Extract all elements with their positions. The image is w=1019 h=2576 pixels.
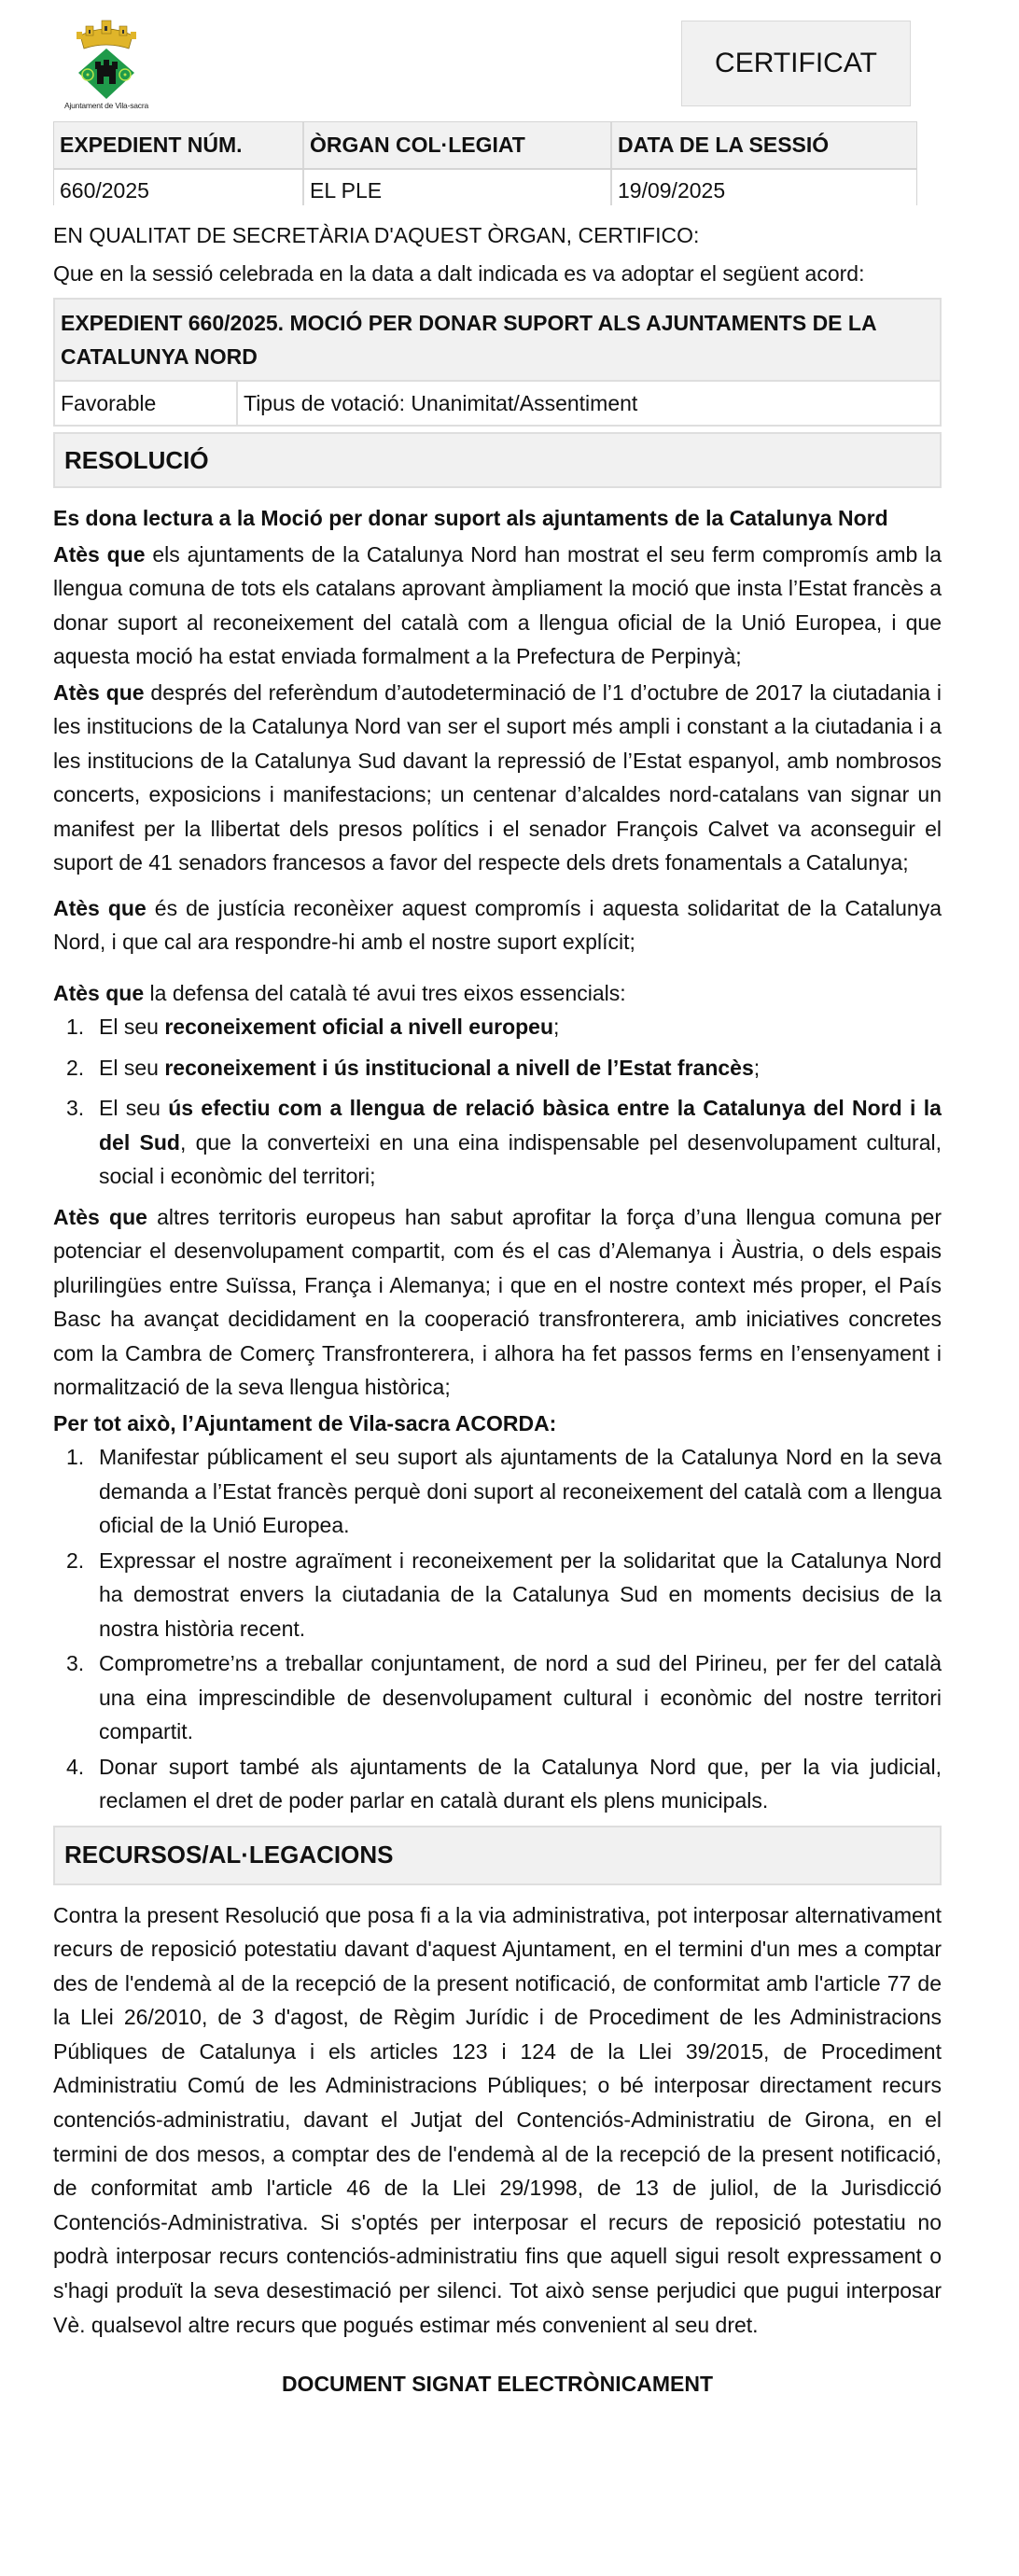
whereas-text: és de justícia reconèixer aquest compromís i aquesta solidaritat de la Catalunya Nord, i que cal ara respondre-hi amb el nostre suport explícit; <box>53 895 942 954</box>
list-text-bold: ús efectiu com a llengua de relació bàsica entre la Catalunya del Nord i la del Sud <box>99 1096 942 1155</box>
list-number: 2. <box>66 1055 85 1080</box>
whereas-paragraph <box>53 676 942 880</box>
list-item <box>53 1010 942 1044</box>
list-text: El seu <box>99 1015 165 1039</box>
certifying-statement: EN QUALITAT DE SECRETÀRIA D'AQUEST ÒRGAN, CERTIFICO: <box>53 223 700 247</box>
list-text: Donar suport també als ajuntaments de la Catalunya Nord que, per la via judicial, reclamen el dret de poder parlar en català durant els plens municipals. <box>99 1754 942 1813</box>
header-session-date: DATA DE LA SESSIÓ <box>618 133 830 157</box>
electronic-signature-notice: DOCUMENT SIGNAT ELECTRÒNICAMENT <box>281 2372 714 2397</box>
list-item <box>53 1440 942 1543</box>
list-item <box>53 1750 942 1818</box>
list-text: ; <box>753 1055 761 1080</box>
certificate-label: CERTIFICAT <box>681 21 911 106</box>
agreement-intro: Que en la sessió celebrada en la data a dalt indicada es va adoptar el següent acord: <box>53 260 865 286</box>
list-text: , que la converteixi en una eina indispensable pel desenvolupament cultural, social i econòmic del territori; <box>99 1129 942 1188</box>
agrees-heading-text: Per tot això, l’Ajuntament de Vila-sacra ACORDA: <box>53 1410 557 1435</box>
resolution-lead: Es dona lectura a la Moció per donar suport als ajuntaments de la Catalunya Nord <box>53 506 888 530</box>
list-number: 4. <box>66 1754 85 1779</box>
vote-result: Favorable <box>55 382 238 425</box>
appeals-text: Contra la present Resolució que posa fi a la via administrativa, pot interposar alternativament recurs de reposició potestatiu davant d'aquest Ajuntament, en el termini d'un mes a comptar des de l'endemà al de la recepció de la present notificació, de conformitat amb l'article 77 de la Llei 26/2010, de 3 d'agost, de Règim Jurídic i de Procediment de les Administracions Públiques de Catalunya i els articles 123 i 124 de la Llei 39/2015, de Procediment Administratiu Comú de les Administracions Públiques; o bé interposar directament recurs contenciós-administratiu, davant el Jutjat del Contenciós-Administratiu de Girona, en el termini de dos mesos, a comptar des de l'endemà al de la recepció de la present notificació, de conformitat amb l'article 46 de la Llei 29/1998, de 13 de juliol, de la Jurisdicció Contenciós-Administrativa. Si s'optés per interposar el recurs de reposició potestatiu no podrà interposar recurs contenciós-administratiu fins que aquell sigui resolt expressament o s'hagi produït la seva desestimació per silenci. Tot això sense perjudici que pugui interposar Vè. qualsevol altre recurs que pogués estimar més convenient al seu dret. <box>53 1902 942 2337</box>
list-text: ; <box>553 1015 560 1039</box>
whereas-text: els ajuntaments de la Catalunya Nord han mostrat el seu ferm compromís amb la llengua comuna de tots els catalans aprovant àmpliament la moció que insta l’Estat francès a donar suport al reconeixement del català com a llengua oficial de la Unió Europea, i que aquesta moció ha estat enviada formalment a la Prefectura de Perpinyà; <box>53 541 942 668</box>
list-number: 3. <box>66 1096 85 1120</box>
list-text: Manifestar públicament el seu suport als ajuntaments de la Catalunya Nord en la seva demanda a l’Estat francès perquè doni suport al reconeixement del català com a llengua oficial de la Unió Europea. <box>99 1445 942 1537</box>
coat-of-arms-icon <box>58 15 155 101</box>
list-text-bold: reconeixement oficial a nivell europeu <box>164 1015 554 1039</box>
list-text: El seu <box>99 1055 165 1080</box>
agreement-title: EXPEDIENT 660/2025. MOCIÓ PER DONAR SUPORT ALS AJUNTAMENTS DE LA CATALUNYA NORD <box>61 311 876 369</box>
crown-icon <box>77 21 136 49</box>
whereas-text: altres territoris europeus han sabut aprofitar la força d’una llengua comuna per potenciar el desenvolupament compartit, com és el cas d’Alemanya i Àustria, o dels espais plurilingües entre Suïssa, França i Alemanya; i que en el nostre context més proper, el País Basc ha avançat decididament en la cooperació transfronterera, amb iniciatives concretes com la Cambra de Comerç Transfronterera, i alhora ha fet passos ferms en l’ensenyament i normalització de la seva llengua històrica; <box>53 1204 942 1399</box>
session-info-table <box>53 121 917 205</box>
essential-axes-list <box>53 1010 942 1194</box>
table-header-row <box>54 122 916 170</box>
session-date-value: 19/09/2025 <box>618 178 726 203</box>
list-number: 2. <box>66 1547 85 1573</box>
whereas-label: Atès que <box>53 895 147 920</box>
list-item <box>53 1091 942 1194</box>
list-text: El seu <box>99 1096 169 1120</box>
whereas-label: Atès que <box>53 541 146 567</box>
collegiate-body-value: EL PLE <box>304 170 612 205</box>
list-number: 1. <box>66 1445 85 1469</box>
list-number: 3. <box>66 1651 85 1675</box>
whereas-text: després del referèndum d’autodeterminació de l’1 d’octubre de 2017 la ciutadania i les institucions de la Catalunya Nord van ser el suport més ampli i constant a la ciutadania i a les institucions de la Catalunya Sud davant la repressió de l’Estat espanyol, amb nombrosos concerts, exposicions i manifestacions; un centenar d’alcaldes nord-catalans van signar un manifest per la llibertat dels presos polítics i el senador François Calvet va aconseguir el suport de 41 senadors francesos a favor del respecte dels drets fonamentals a Catalunya; <box>53 679 942 875</box>
document-body <box>53 213 942 2397</box>
resolution-heading: RESOLUCIÓ <box>53 432 942 488</box>
whereas-paragraph <box>53 1200 942 1405</box>
header-expedient-number: EXPEDIENT NÚM. <box>54 122 304 168</box>
list-text: Comprometre’ns a treballar conjuntament, de nord a sud del Pirineu, per fer del català una eina imprescindible de desenvolupament cultural i econòmic del nostre territori compartit. <box>99 1651 942 1743</box>
list-text: Expressar el nostre agraïment i reconeixement per la solidaritat que la Catalunya Nord ha demostrat envers la ciutadania de la Catalunya Sud en moments decisius de la nostra història recent. <box>99 1547 942 1641</box>
list-item <box>53 1646 942 1749</box>
list-item <box>53 1051 942 1085</box>
vote-row <box>55 380 940 425</box>
list-item <box>53 1544 942 1646</box>
agreement-box <box>53 298 942 427</box>
agreements-list <box>53 1440 942 1818</box>
agrees-heading <box>53 1407 942 1441</box>
whereas-paragraph <box>53 976 942 1011</box>
whereas-paragraph <box>53 538 942 674</box>
castle-icon <box>95 60 118 84</box>
whereas-paragraph <box>53 891 942 959</box>
whereas-label: Atès que <box>53 1204 147 1229</box>
list-number: 1. <box>66 1015 85 1039</box>
municipal-coat-of-arms-logo <box>58 15 155 112</box>
expedient-number-value: 660/2025 <box>54 170 304 205</box>
header-collegiate-body: ÒRGAN COL·LEGIAT <box>304 122 612 168</box>
vote-type: Tipus de votació: Unanimitat/Assentiment <box>244 390 638 415</box>
logo-caption: Ajuntament de Vila-sacra <box>63 101 148 110</box>
whereas-label: Atès que <box>53 679 145 705</box>
table-row <box>54 170 916 205</box>
whereas-label: Atès que <box>53 980 145 1005</box>
appeals-heading: RECURSOS/AL·LEGACIONS <box>53 1826 942 1885</box>
whereas-text: la defensa del català té avui tres eixos essencials: <box>144 980 626 1005</box>
list-text-bold: reconeixement i ús institucional a nivell de l’Estat francès <box>164 1055 754 1080</box>
